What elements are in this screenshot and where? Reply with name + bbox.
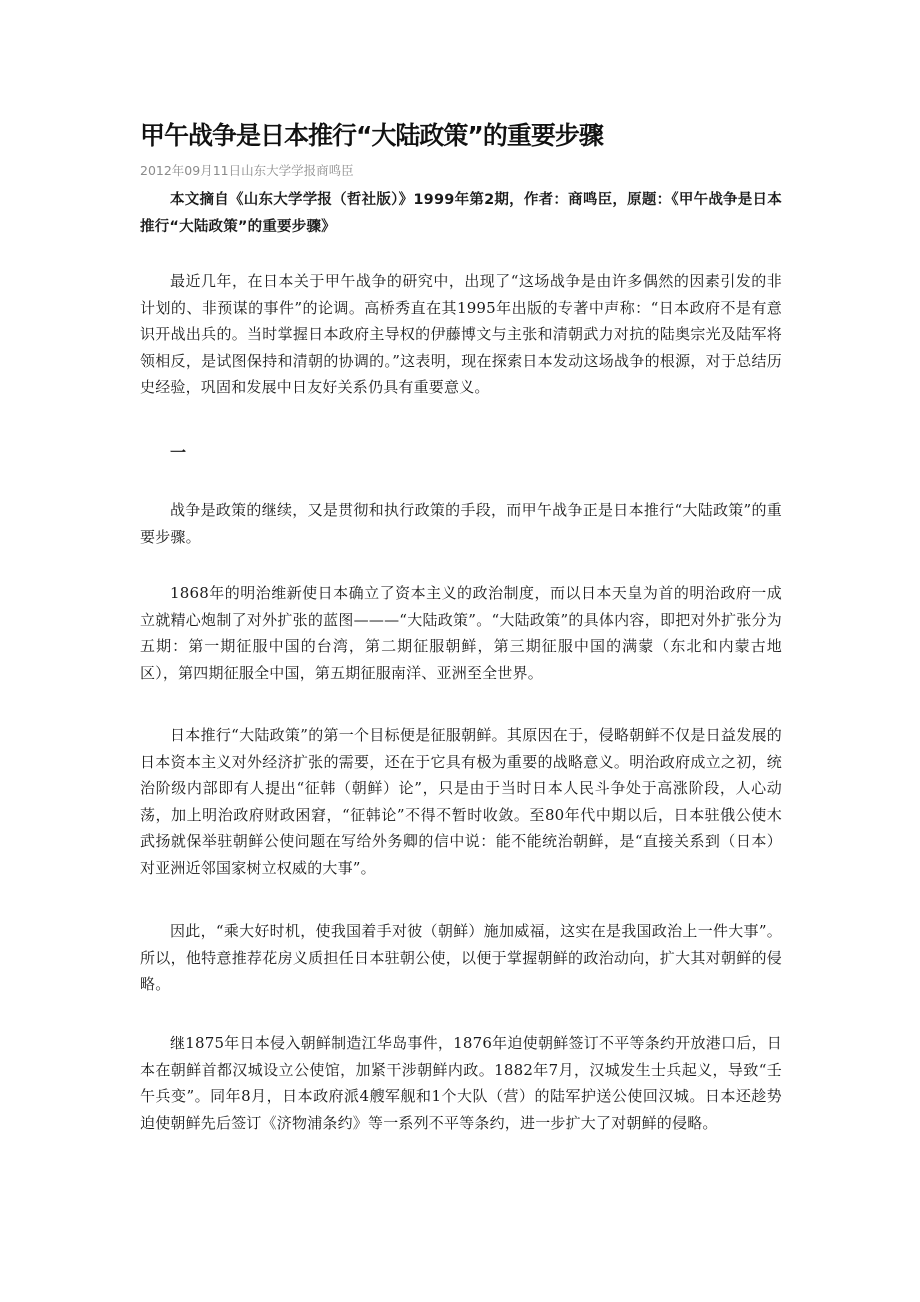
paragraph-2: 战争是政策的继续，又是贯彻和执行政策的手段，而甲午战争正是日本推行“大陆政策”的重要步骤。	[140, 501, 782, 546]
paragraph-4: 日本推行“大陆政策”的第一个目标便是征服朝鲜。其原因在于，侵略朝鲜不仅是日益发展的日本资本主义对外经济扩张的需要，还在于它具有极为重要的战略意义。明治政府成立之初，统治阶级内部即有人提出“征韩（朝鲜）论”，只是由于当时日本人民斗争处于高涨阶段，人心动荡，加上明治政府财政困窘，“征韩论”不得不暂时收敛。至80年代中期以后，日本驻俄公使木武扬就保举驻朝鲜公使问题在写给外务卿的信中说：能不能统治朝鲜，是“直接关系到（日本）对亚洲近邻国家树立权威的大事”。	[140, 726, 782, 877]
paragraph-3: 1868年的明治维新使日本确立了资本主义的政治制度，而以日本天皇为首的明治政府一成立就精心炮制了对外扩张的蓝图———“大陆政策”。“大陆政策”的具体内容，即把对外扩张分为五期：第一期征服中国的台湾，第二期征服朝鲜，第三期征服中国的满蒙（东北和内蒙古地区），第四期征服全中国，第五期征服南洋、亚洲至全世界。	[140, 584, 782, 682]
paragraph-6: 继1875年日本侵入朝鲜制造江华岛事件，1876年迫使朝鲜签订不平等条约开放港口后，日本在朝鲜首都汉城设立公使馆，加紧干涉朝鲜内政。1882年7月，汉城发生士兵起义，导致“壬午兵变”。同年8月，日本政府派4艘军舰和1个大队（营）的陆军护送公使回汉城。日本还趁势迫使朝鲜先后签订《济物浦条约》等一系列不平等条约，进一步扩大了对朝鲜的侵略。	[140, 1034, 782, 1132]
source-note: 本文摘自《山东大学学报（哲社版）》1999年第2期，作者：商鸣臣，原题：《甲午战争是日本推行“大陆政策”的重要步骤》	[140, 192, 782, 235]
article-title: 甲午战争是日本推行“大陆政策”的重要步骤	[140, 121, 603, 150]
section-number: 一	[170, 443, 187, 462]
paragraph-1: 最近几年，在日本关于甲午战争的研究中，出现了“这场战争是由许多偶然的因素引发的非计划的、非预谋的事件”的论调。高桥秀直在其1995年出版的专著中声称：“日本政府不是有意识开战出兵的。当时掌握日本政府主导权的伊藤博文与主张和清朝武力对抗的陆奥宗光及陆军将领相反，是试图保持和清朝的协调的。”这表明，现在探索日本发动这场战争的根源，对于总结历史经验，巩固和发展中日友好关系仍具有重要意义。	[140, 272, 782, 396]
paragraph-5: 因此，“乘大好时机，使我国着手对彼（朝鲜）施加威福，这实在是我国政治上一件大事”。所以，他特意推荐花房义质担任日本驻朝公使，以便于掌握朝鲜的政治动向，扩大其对朝鲜的侵略。	[140, 922, 782, 993]
article-meta: 2012年09月11日山东大学学报商鸣臣	[140, 163, 354, 178]
